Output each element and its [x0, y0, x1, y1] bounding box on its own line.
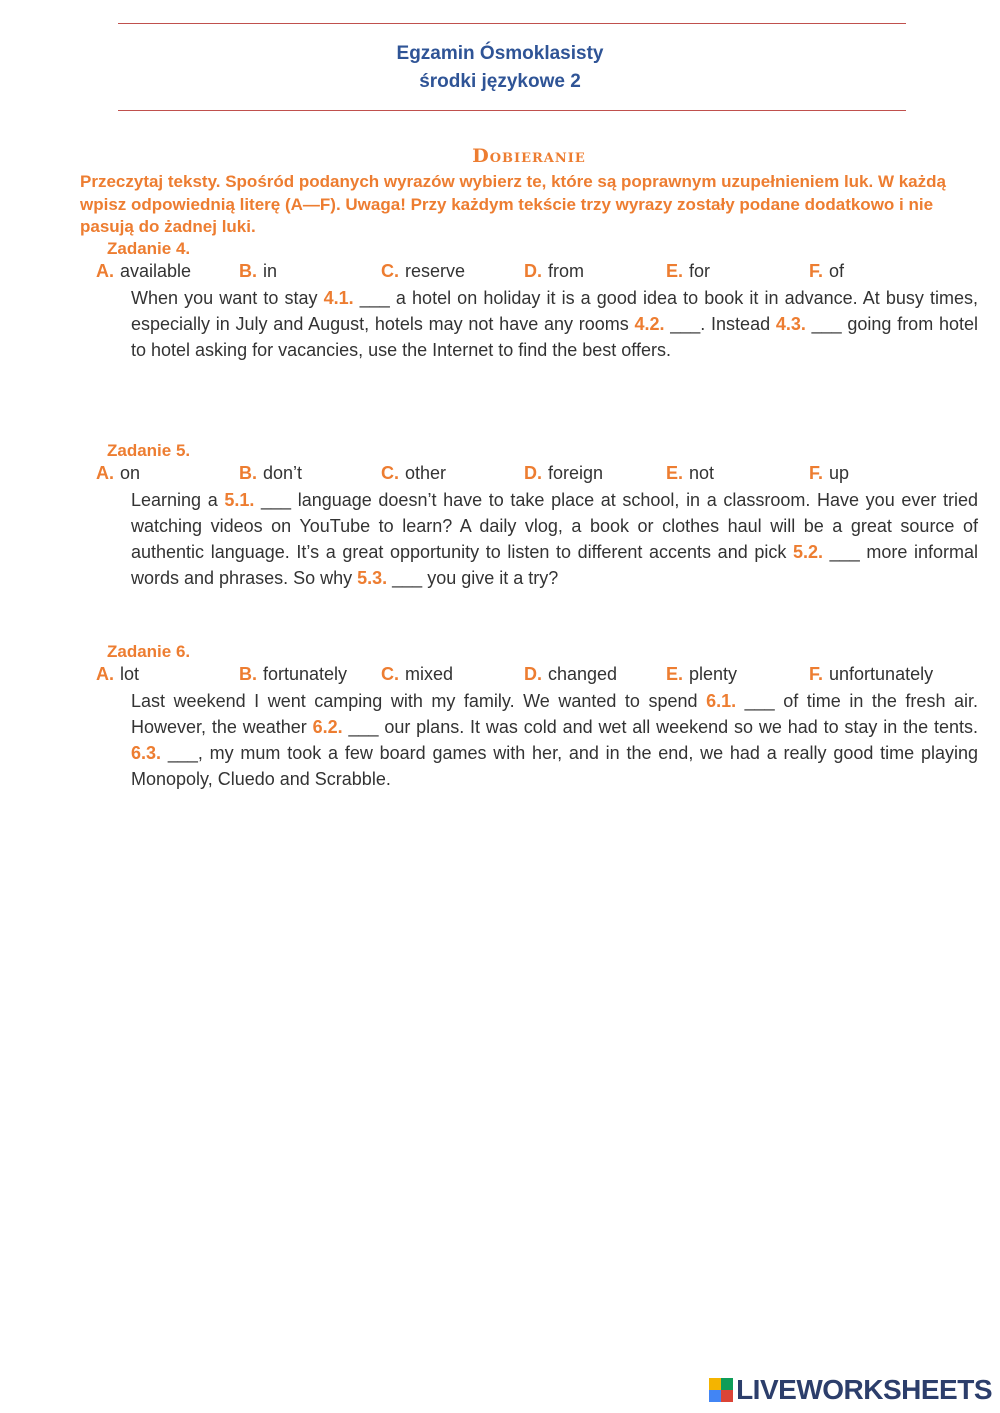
option-letter: A.	[96, 664, 114, 684]
word-option	[666, 463, 714, 484]
option-word: up	[829, 463, 850, 483]
passage-text: ___ our plans. It was cold and wet all weekend so we had to stay in the tents.	[342, 717, 978, 737]
option-word: unfortunately	[829, 664, 934, 684]
option-word: changed	[548, 664, 618, 684]
option-letter: D.	[524, 261, 542, 281]
header-title: Egzamin Ósmoklasisty	[396, 43, 604, 64]
word-option	[381, 261, 465, 282]
option-word: lot	[120, 664, 140, 684]
word-options	[96, 261, 976, 285]
word-option	[381, 463, 446, 484]
option-letter: E.	[666, 261, 684, 281]
option-word: available	[120, 261, 192, 281]
option-word: foreign	[548, 463, 604, 483]
top-rule	[118, 23, 906, 24]
option-word: not	[689, 463, 715, 483]
passage	[131, 285, 978, 363]
logo-text: LIVEWORKSHEETS	[736, 1374, 992, 1405]
passage-text: Learning a	[131, 490, 225, 510]
word-options	[96, 664, 976, 688]
option-letter: B.	[239, 261, 257, 281]
option-word: for	[689, 261, 711, 281]
passage	[131, 688, 978, 792]
passage-text: ___. Instead	[664, 314, 776, 334]
word-option	[524, 664, 617, 685]
word-option	[239, 664, 347, 685]
gap-number: 5.3.	[357, 568, 388, 588]
option-letter: B.	[239, 463, 257, 483]
word-option	[524, 463, 603, 484]
task-title: Zadanie 4.	[107, 239, 191, 258]
option-letter: F.	[809, 664, 824, 684]
option-letter: A.	[96, 463, 114, 483]
option-word: plenty	[689, 664, 738, 684]
option-word: of	[829, 261, 845, 281]
word-option	[96, 261, 191, 282]
option-letter: C.	[381, 664, 399, 684]
word-option	[809, 261, 844, 282]
gap-number: 6.2.	[312, 717, 343, 737]
option-letter: D.	[524, 463, 542, 483]
header-subtitle: środki językowe 2	[419, 71, 581, 92]
gap-number: 4.3.	[775, 314, 806, 334]
word-option	[524, 261, 584, 282]
word-option	[239, 261, 277, 282]
option-letter: E.	[666, 463, 684, 483]
passage-text: When you want to stay	[131, 288, 324, 308]
liveworksheets-logo-icon	[709, 1378, 733, 1402]
gap-number: 4.1.	[323, 288, 354, 308]
option-letter: C.	[381, 463, 399, 483]
gap-number: 5.2.	[793, 542, 824, 562]
option-letter: B.	[239, 664, 257, 684]
section-title: Dobieranie	[472, 145, 586, 167]
option-word: other	[405, 463, 447, 483]
passage-text: ___, my mum took a few board games with her, and in the end, we had a really good time playing Monopoly, Cluedo and Scrabble.	[131, 743, 978, 789]
option-letter: C.	[381, 261, 399, 281]
option-letter: F.	[809, 261, 824, 281]
option-word: don’t	[263, 463, 303, 483]
option-word: fortunately	[263, 664, 348, 684]
gap-number: 6.1.	[706, 691, 737, 711]
word-option	[666, 261, 710, 282]
instructions: Przeczytaj teksty. Spośród podanych wyrazów wybierz te, które są poprawnym uzupełnieniem luk. W każdą wpisz odpowiednią literę (A—F). Uwaga! Przy każdym tekście trzy wyrazy zostały podane dodatkowo i nie pasują do żadnej luki.	[80, 172, 946, 236]
word-options	[96, 463, 976, 487]
task-title: Zadanie 6.	[107, 642, 191, 661]
gap-number: 4.2.	[634, 314, 665, 334]
option-word: from	[548, 261, 584, 281]
word-option	[381, 664, 453, 685]
task-title: Zadanie 5.	[107, 441, 191, 460]
option-letter: F.	[809, 463, 824, 483]
passage-text: ___ a hotel on holiday it is a good idea to book it in advance. At busy times, especially in July and August, hotels may not have any rooms	[131, 288, 979, 334]
option-word: in	[263, 261, 278, 281]
word-option	[666, 664, 737, 685]
passage-text: ___ you give it a try?	[387, 568, 559, 588]
passage	[131, 487, 978, 591]
word-option	[239, 463, 302, 484]
bottom-rule	[118, 110, 906, 111]
passage-text: ___ going from hotel to hotel asking for vacancies, use the Internet to find the best offers.	[131, 314, 978, 360]
passage-text: ___ language doesn’t have to take place at school, in a classroom. Have you ever tried watching videos on YouTube to learn? A daily vlog, a book or clothes haul will be a great source of authentic language. It’s a great opportunity to listen to different accents and pick	[131, 490, 979, 562]
passage-text: ___ of time in the fresh air. However, the weather	[131, 691, 979, 737]
passage-text: Last weekend I went camping with my family. We wanted to spend	[131, 691, 707, 711]
liveworksheets-logo[interactable]	[709, 1375, 992, 1405]
gap-number: 5.1.	[224, 490, 255, 510]
option-word: on	[120, 463, 141, 483]
gap-number: 6.3.	[131, 743, 162, 763]
passage-text: ___ more informal words and phrases. So why	[131, 542, 978, 588]
option-word: reserve	[405, 261, 466, 281]
word-option	[96, 463, 140, 484]
word-option	[809, 463, 849, 484]
word-option	[96, 664, 139, 685]
option-letter: E.	[666, 664, 684, 684]
option-letter: A.	[96, 261, 114, 281]
option-word: mixed	[405, 664, 454, 684]
word-option	[809, 664, 933, 685]
option-letter: D.	[524, 664, 542, 684]
